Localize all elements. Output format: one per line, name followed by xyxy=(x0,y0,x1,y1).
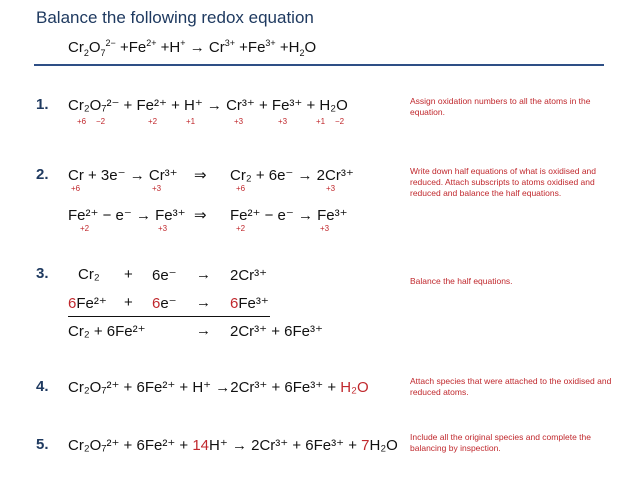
equation-part: H⁺ → 2Cr³⁺ + 6Fe³⁺ + xyxy=(209,437,362,454)
sum-underline xyxy=(68,316,270,317)
ox-number: +2 xyxy=(236,224,246,233)
ox-number: +6 xyxy=(71,184,81,193)
step-3-row2-b xyxy=(152,294,177,312)
ox-number: +6 xyxy=(77,117,87,126)
step-3-row3-c: 2Cr³⁺ + 6Fe³⁺ xyxy=(230,323,323,340)
ox-number: +1 xyxy=(186,117,196,126)
eq-token: +H xyxy=(279,39,300,56)
header-equation xyxy=(68,38,316,58)
step-3-row2-op: + xyxy=(124,294,133,311)
ox-number: −2 xyxy=(335,117,345,126)
step-2-note: Write down half equations of what is oxidised and reduced. Attach subscripts to atoms oxidised and reduced and balance the half equations. xyxy=(410,166,597,198)
eq-token: 2 xyxy=(299,48,305,58)
ox-number: +2 xyxy=(80,224,90,233)
step-3-row1-a: Cr₂ xyxy=(78,266,100,283)
species: Fe²⁺ xyxy=(76,295,107,312)
ox-number: −2 xyxy=(96,117,106,126)
eq-token: Cr xyxy=(68,39,84,56)
eq-token: +Fe xyxy=(119,39,147,56)
implies-arrow: ⇒ xyxy=(194,207,207,224)
eq-token: + xyxy=(180,38,186,48)
step-3-row2-a xyxy=(68,294,107,312)
step-4-number: 4. xyxy=(36,378,49,395)
page-title: Balance the following redox equation xyxy=(36,8,314,27)
ox-number: +3 xyxy=(326,184,336,193)
step-2-number: 2. xyxy=(36,166,49,183)
step-3-note: Balance the half equations. xyxy=(410,276,513,286)
step-3-row3-a: Cr₂ + 6Fe²⁺ xyxy=(68,323,146,340)
step-2-eq-b-right: Fe²⁺ − e⁻ → Fe³⁺ xyxy=(230,207,348,224)
coefficient: 14 xyxy=(192,437,210,454)
step-5-equation xyxy=(68,436,398,454)
coefficient: 6 xyxy=(230,295,239,312)
step-5-number: 5. xyxy=(36,436,49,453)
step-3-row2-c xyxy=(230,294,269,312)
eq-token: O xyxy=(304,39,317,56)
step-3-row1-arrow: → xyxy=(196,266,211,283)
coefficient: 6 xyxy=(68,295,77,312)
species: Fe³⁺ xyxy=(238,295,269,312)
step-1-note: Assign oxidation numbers to all the atoms in the equation. xyxy=(410,96,591,117)
step-3-row2-arrow: → xyxy=(196,294,211,311)
equation-part: H₂O xyxy=(369,437,398,454)
equation-main: Cr₂O₇²⁺ + 6Fe²⁺ + H⁺ →2Cr³⁺ + 6Fe³⁺ + xyxy=(68,379,341,396)
step-3-row1-b: 6e⁻ xyxy=(152,267,177,284)
ox-number: +3 xyxy=(278,117,288,126)
coefficient: 7 xyxy=(361,437,370,454)
step-4-note: Attach species that were attached to the oxidised and reduced atoms. xyxy=(410,376,612,397)
eq-token: 2+ xyxy=(146,38,157,48)
eq-token: 3+ xyxy=(265,38,276,48)
step-4-equation xyxy=(68,378,369,396)
ox-number: +3 xyxy=(152,184,162,193)
ox-number: +3 xyxy=(234,117,244,126)
coefficient: 6 xyxy=(152,295,161,312)
ox-number: +3 xyxy=(320,224,330,233)
species: e⁻ xyxy=(160,295,177,312)
step-3-number: 3. xyxy=(36,265,49,282)
ox-number: +6 xyxy=(236,184,246,193)
step-2-eq-a-right: Cr₂ + 6e⁻ → 2Cr³⁺ xyxy=(230,167,354,184)
step-2-eq-a-left: Cr + 3e⁻ → Cr³⁺ xyxy=(68,167,178,184)
step-2-eq-b-left: Fe²⁺ − e⁻ → Fe³⁺ xyxy=(68,207,186,224)
equation-added-species: H₂O xyxy=(340,379,369,396)
eq-token: 2 xyxy=(83,48,89,58)
step-3-row3-arrow: → xyxy=(196,322,211,339)
ox-number: +2 xyxy=(148,117,158,126)
step-1-number: 1. xyxy=(36,96,49,113)
eq-token: +H xyxy=(160,39,181,56)
eq-token: 2− xyxy=(105,38,116,48)
step-1-equation: Cr₂O₇²⁻ + Fe²⁺ + H⁺ → Cr³⁺ + Fe³⁺ + H₂O xyxy=(68,97,348,114)
eq-token: 7 xyxy=(100,48,106,58)
eq-token: 3+ xyxy=(224,38,235,48)
ox-number: +3 xyxy=(158,224,168,233)
step-5-note: Include all the original species and complete the balancing by inspection. xyxy=(410,432,591,453)
implies-arrow: ⇒ xyxy=(194,167,207,184)
equation-part: Cr₂O₇²⁺ + 6Fe²⁺ + xyxy=(68,437,193,454)
ox-number: +1 xyxy=(316,117,326,126)
eq-token: → Cr xyxy=(189,39,225,56)
step-3-row1-op: + xyxy=(124,266,133,283)
eq-token: +Fe xyxy=(239,39,266,56)
step-3-row1-c: 2Cr³⁺ xyxy=(230,267,268,284)
eq-token: O xyxy=(88,39,101,56)
divider-rule xyxy=(34,64,604,66)
